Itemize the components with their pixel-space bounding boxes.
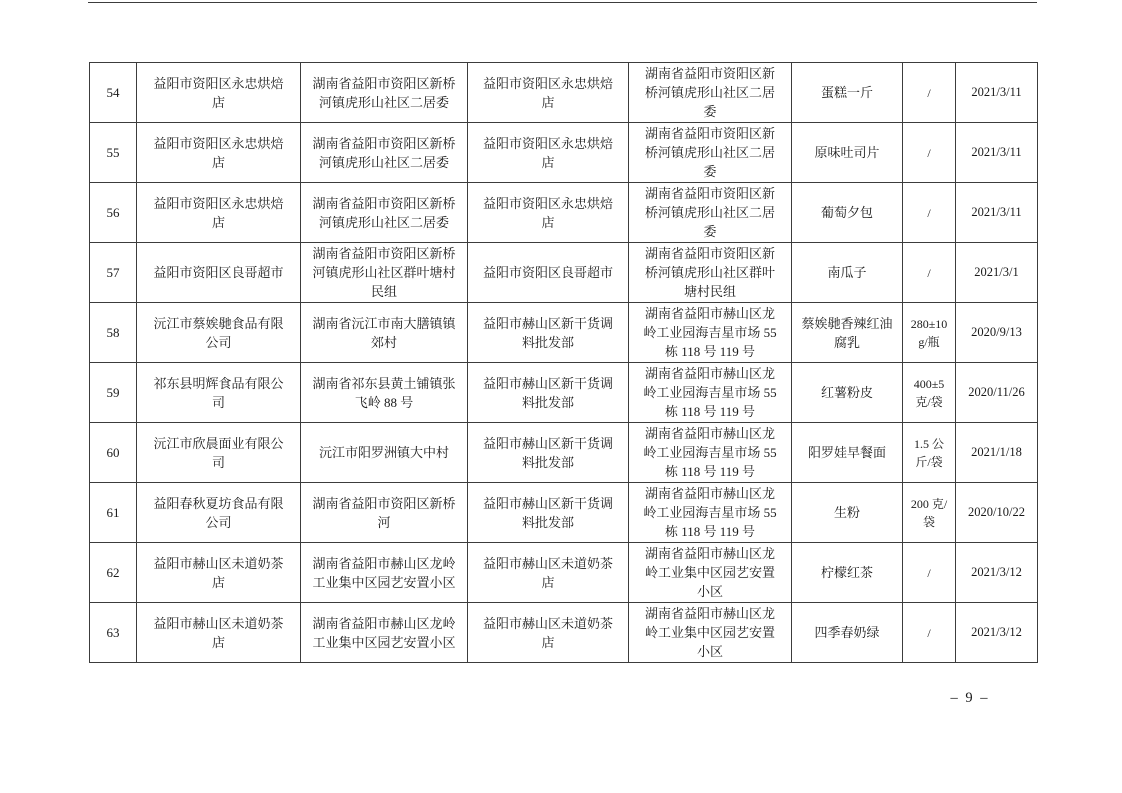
cell-row-number: 60 — [90, 423, 137, 483]
cell-sampled-unit-name: 益阳市资阳区永忠烘焙店 — [468, 183, 629, 243]
cell-sampled-unit-name: 益阳市赫山区新干货调料批发部 — [468, 423, 629, 483]
cell-specification: / — [903, 543, 956, 603]
cell-producer-name: 沅江市蔡娭毑食品有限公司 — [137, 303, 301, 363]
cell-row-number: 58 — [90, 303, 137, 363]
cell-sampled-unit-name: 益阳市赫山区未道奶茶店 — [468, 603, 629, 663]
table-row — [90, 603, 1038, 663]
cell-specification: 400±5 克/袋 — [903, 363, 956, 423]
cell-producer-name: 益阳市赫山区未道奶茶店 — [137, 543, 301, 603]
table-row — [90, 123, 1038, 183]
cell-row-number: 59 — [90, 363, 137, 423]
cell-production-date: 2021/3/11 — [956, 63, 1038, 123]
cell-food-name: 红薯粉皮 — [792, 363, 903, 423]
cell-sampled-unit-address: 湖南省益阳市资阳区新桥河镇虎形山社区二居委 — [629, 123, 792, 183]
cell-sampled-unit-address: 湖南省益阳市赫山区龙岭工业集中区园艺安置小区 — [629, 543, 792, 603]
cell-sampled-unit-address: 湖南省益阳市资阳区新桥河镇虎形山社区二居委 — [629, 183, 792, 243]
cell-row-number: 57 — [90, 243, 137, 303]
cell-specification: / — [903, 123, 956, 183]
cell-production-date: 2020/9/13 — [956, 303, 1038, 363]
cell-sampled-unit-address: 湖南省益阳市赫山区龙岭工业集中区园艺安置小区 — [629, 603, 792, 663]
cell-producer-address: 湖南省沅江市南大膳镇镇郊村 — [301, 303, 468, 363]
cell-food-name: 南瓜子 — [792, 243, 903, 303]
cell-producer-address: 湖南省祁东县黄土铺镇张飞岭 88 号 — [301, 363, 468, 423]
cell-production-date: 2021/3/11 — [956, 183, 1038, 243]
cell-food-name: 四季春奶绿 — [792, 603, 903, 663]
cell-production-date: 2021/3/12 — [956, 603, 1038, 663]
cell-specification: / — [903, 183, 956, 243]
food-sampling-table — [89, 62, 1038, 663]
cell-sampled-unit-name: 益阳市赫山区新干货调料批发部 — [468, 363, 629, 423]
table-row — [90, 243, 1038, 303]
table-row — [90, 543, 1038, 603]
cell-sampled-unit-name: 益阳市赫山区未道奶茶店 — [468, 543, 629, 603]
cell-sampled-unit-address: 湖南省益阳市赫山区龙岭工业园海吉星市场 55 栋 118 号 119 号 — [629, 363, 792, 423]
cell-row-number: 63 — [90, 603, 137, 663]
table-row — [90, 483, 1038, 543]
cell-producer-address: 湖南省益阳市资阳区新桥河 — [301, 483, 468, 543]
cell-sampled-unit-address: 湖南省益阳市资阳区新桥河镇虎形山社区群叶塘村民组 — [629, 243, 792, 303]
cell-specification: 280±10g/瓶 — [903, 303, 956, 363]
cell-producer-address: 湖南省益阳市资阳区新桥河镇虎形山社区二居委 — [301, 63, 468, 123]
cell-row-number: 62 — [90, 543, 137, 603]
cell-producer-name: 益阳市资阳区永忠烘焙店 — [137, 123, 301, 183]
cell-producer-name: 益阳市资阳区良哥超市 — [137, 243, 301, 303]
cell-specification: / — [903, 603, 956, 663]
cell-producer-name: 益阳市赫山区未道奶茶店 — [137, 603, 301, 663]
previous-row-bottom-border — [88, 2, 1037, 3]
cell-food-name: 葡萄夕包 — [792, 183, 903, 243]
cell-sampled-unit-name: 益阳市资阳区良哥超市 — [468, 243, 629, 303]
cell-producer-name: 益阳市资阳区永忠烘焙店 — [137, 63, 301, 123]
cell-row-number: 61 — [90, 483, 137, 543]
cell-producer-name: 益阳市资阳区永忠烘焙店 — [137, 183, 301, 243]
cell-production-date: 2021/3/12 — [956, 543, 1038, 603]
page-number: – 9 – — [950, 690, 990, 706]
cell-production-date: 2021/3/11 — [956, 123, 1038, 183]
cell-sampled-unit-name: 益阳市资阳区永忠烘焙店 — [468, 123, 629, 183]
cell-food-name: 蛋糕一斤 — [792, 63, 903, 123]
cell-specification: / — [903, 243, 956, 303]
cell-production-date: 2020/11/26 — [956, 363, 1038, 423]
cell-sampled-unit-name: 益阳市赫山区新干货调料批发部 — [468, 303, 629, 363]
table-row — [90, 303, 1038, 363]
cell-producer-address: 湖南省益阳市赫山区龙岭工业集中区园艺安置小区 — [301, 603, 468, 663]
cell-row-number: 56 — [90, 183, 137, 243]
cell-specification: / — [903, 63, 956, 123]
cell-producer-address: 湖南省益阳市资阳区新桥河镇虎形山社区二居委 — [301, 183, 468, 243]
cell-producer-address: 湖南省益阳市资阳区新桥河镇虎形山社区群叶塘村民组 — [301, 243, 468, 303]
cell-food-name: 原味吐司片 — [792, 123, 903, 183]
cell-sampled-unit-address: 湖南省益阳市赫山区龙岭工业园海吉星市场 55 栋 118 号 119 号 — [629, 303, 792, 363]
cell-producer-name: 益阳春秋夏坊食品有限公司 — [137, 483, 301, 543]
cell-row-number: 55 — [90, 123, 137, 183]
table-row — [90, 363, 1038, 423]
cell-sampled-unit-name: 益阳市资阳区永忠烘焙店 — [468, 63, 629, 123]
cell-production-date: 2021/1/18 — [956, 423, 1038, 483]
cell-production-date: 2021/3/1 — [956, 243, 1038, 303]
cell-sampled-unit-address: 湖南省益阳市赫山区龙岭工业园海吉星市场 55 栋 118 号 119 号 — [629, 483, 792, 543]
cell-specification: 1.5 公斤/袋 — [903, 423, 956, 483]
cell-specification: 200 克/袋 — [903, 483, 956, 543]
cell-row-number: 54 — [90, 63, 137, 123]
cell-food-name: 阳罗娃早餐面 — [792, 423, 903, 483]
cell-food-name: 生粉 — [792, 483, 903, 543]
table-row — [90, 423, 1038, 483]
cell-producer-address: 湖南省益阳市资阳区新桥河镇虎形山社区二居委 — [301, 123, 468, 183]
cell-producer-name: 祁东县明辉食品有限公司 — [137, 363, 301, 423]
cell-producer-address: 湖南省益阳市赫山区龙岭工业集中区园艺安置小区 — [301, 543, 468, 603]
cell-producer-address: 沅江市阳罗洲镇大中村 — [301, 423, 468, 483]
cell-food-name: 蔡娭毑香辣红油腐乳 — [792, 303, 903, 363]
cell-sampled-unit-name: 益阳市赫山区新干货调料批发部 — [468, 483, 629, 543]
cell-producer-name: 沅江市欣晨面业有限公司 — [137, 423, 301, 483]
cell-food-name: 柠檬红茶 — [792, 543, 903, 603]
cell-sampled-unit-address: 湖南省益阳市资阳区新桥河镇虎形山社区二居委 — [629, 63, 792, 123]
cell-production-date: 2020/10/22 — [956, 483, 1038, 543]
cell-sampled-unit-address: 湖南省益阳市赫山区龙岭工业园海吉星市场 55 栋 118 号 119 号 — [629, 423, 792, 483]
table-row — [90, 183, 1038, 243]
table-row — [90, 63, 1038, 123]
